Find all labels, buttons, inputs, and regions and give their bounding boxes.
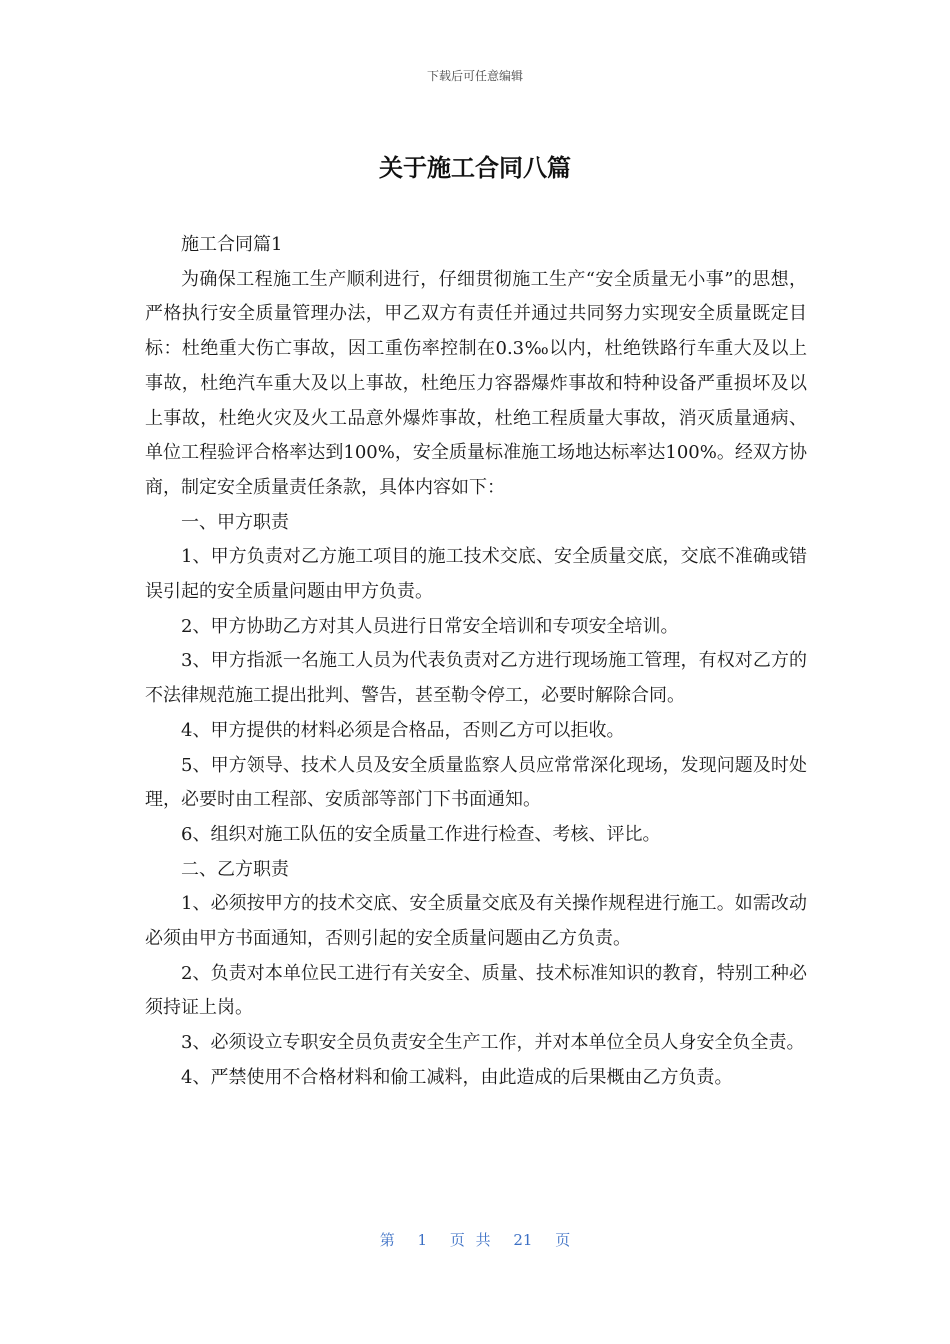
body-paragraph: 6、组织对施工队伍的安全质量工作进行检查、考核、评比。 <box>181 823 661 845</box>
total-pages-number: 21 <box>513 1231 533 1249</box>
page-footer <box>0 1229 950 1250</box>
body-paragraph: 1、必须按甲方的技术交底、安全质量交底及有关操作规程进行施工。如需改动必须由甲方书面通知，否则引起的安全质量问题由乙方负责。 <box>145 893 807 950</box>
body-paragraph: 4、严禁使用不合格材料和偷工减料，由此造成的后果概由乙方负责。 <box>181 1066 733 1088</box>
document-body <box>145 228 807 1096</box>
body-paragraph: 4、甲方提供的材料必须是合格品，否则乙方可以拒收。 <box>181 719 625 741</box>
document-title: 关于施工合同八篇 <box>379 154 571 182</box>
current-page-number: 1 <box>417 1231 428 1249</box>
body-paragraph: 3、甲方指派一名施工人员为代表负责对乙方进行现场施工管理，有权对乙方的不法律规范施工提出批判、警告，甚至勒令停工，必要时解除合同。 <box>145 650 807 707</box>
body-paragraph: 为确保工程施工生产顺利进行，仔细贯彻施工生产“安全质量无小事”的思想，严格执行安全质量管理办法，甲乙双方有责任并通过共同努力实现安全质量既定目标：杜绝重大伤亡事故，因工重伤率控制在0.3‰以内，杜绝铁路行车重大及以上事故，杜绝汽车重大及以上事故，杜绝压力容器爆炸事故和特种设备严重损坏及以上事故，杜绝火灾及火工品意外爆炸事故，杜绝工程质量大事故，消灭质量通病、单位工程验评合格率达到100%，安全质量标准施工场地达标率达100%。经双方协商，制定安全质量责任条款，具体内容如下： <box>145 268 807 498</box>
section-heading: 二、乙方职责 <box>181 858 289 880</box>
page-label-suffix: 页 <box>555 1231 571 1249</box>
page-label-prefix: 第 <box>379 1231 395 1249</box>
body-paragraph: 2、甲方协助乙方对其人员进行日常安全培训和专项安全培训。 <box>181 615 679 637</box>
body-paragraph: 3、必须设立专职安全员负责安全生产工作，并对本单位全员人身安全负全责。 <box>181 1032 805 1054</box>
section-heading: 施工合同篇1 <box>181 234 283 255</box>
header-note: 下载后可任意编辑 <box>426 69 523 83</box>
body-paragraph: 2、负责对本单位民工进行有关安全、质量、技术标准知识的教育，特别工种必须持证上岗。 <box>145 962 807 1019</box>
page-label-mid: 页 共 <box>449 1231 491 1249</box>
body-paragraph: 1、甲方负责对乙方施工项目的施工技术交底、安全质量交底，交底不准确或错误引起的安全质量问题由甲方负责。 <box>145 546 807 603</box>
body-paragraph: 5、甲方领导、技术人员及安全质量监察人员应常常深化现场，发现问题及时处理，必要时由工程部、安质部等部门下书面通知。 <box>145 754 807 811</box>
section-heading: 一、甲方职责 <box>181 511 289 533</box>
